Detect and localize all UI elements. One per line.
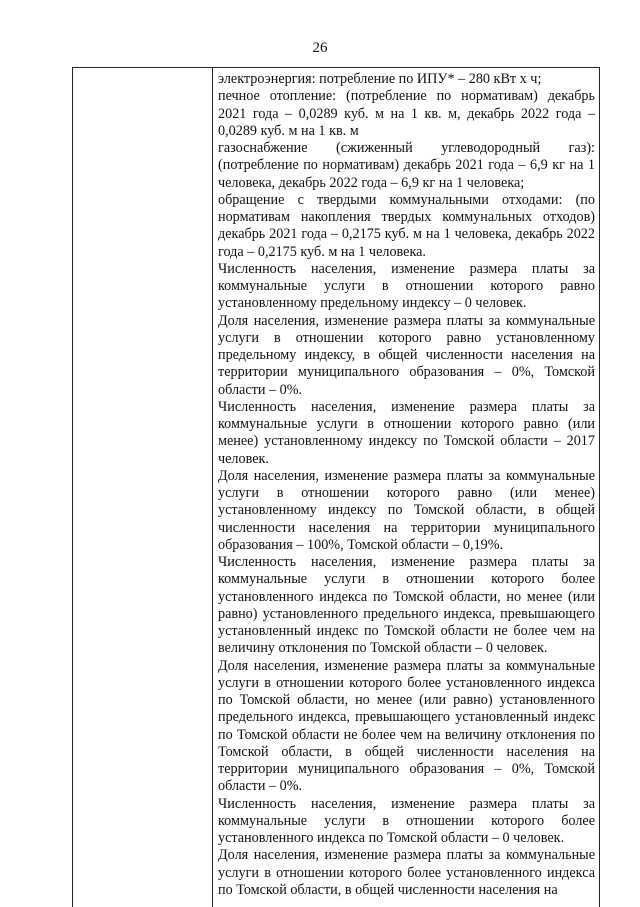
paragraph: Численность населения, изменение размера платы за коммунальные услуги в отношении которого более установленного индекса по Томской области – 0 человек. bbox=[218, 795, 595, 846]
paragraph: Доля населения, изменение размера платы за коммунальные услуги в отношении которого более установленного индекса по Томской области, но менее (или равно) установленного предельного индекса, превышающего установленный индекс по Томской области не более чем на величину отклонения по Томской области, в общей численности населения на территории муниципального образования – 0%, Томской области – 0%. bbox=[218, 657, 595, 795]
paragraph: Доля населения, изменение размера платы за коммунальные услуги в отношении которого более установленного индекса по Томской области, в общей численности населения на bbox=[218, 847, 595, 898]
paragraph: печное отопление: (потребление по нормативам) декабрь 2021 года – 0,0289 куб. м на 1 кв. м, декабрь 2022 года – 0,0289 куб. м на 1 кв. м bbox=[218, 88, 595, 139]
paragraph: Численность населения, изменение размера платы за коммунальные услуги в отношении которого более установленного индекса по Томской области, но менее (или равно) установленного предельного индекса, превышающего установленный индекс по Томской области не более чем на величину отклонения по Томской области – 0 человек. bbox=[218, 554, 595, 657]
paragraph: Численность населения, изменение размера платы за коммунальные услуги в отношении которого равно установленному предельному индексу – 0 человек. bbox=[218, 260, 595, 312]
page-number: 26 bbox=[312, 40, 328, 56]
table-left-cell bbox=[73, 68, 213, 907]
paragraph: Доля населения, изменение размера платы за коммунальные услуги в отношении которого равно установленному предельному индексу, в общей численности населения на территории муниципального образования – 0%, Томской области – 0%. bbox=[218, 312, 595, 398]
document-table bbox=[72, 67, 600, 907]
paragraph: Доля населения, изменение размера платы за коммунальные услуги в отношении которого равно (или менее) установленному индексу по Томской области, в общей численности населения на территории муниципального образования – 100%, Томской области – 0,19%. bbox=[218, 467, 595, 553]
paragraph: электроэнергия: потребление по ИПУ* – 280 кВт х ч; bbox=[218, 71, 542, 87]
table-right-cell bbox=[218, 71, 595, 899]
paragraph: газоснабжение (сжиженный углеводородный газ): (потребление по нормативам) декабрь 2021 года – 6,9 кг на 1 человека, декабрь 2022 года – 6,9 кг на 1 человека; bbox=[218, 140, 595, 191]
paragraph: обращение с твердыми коммунальными отходами: (по нормативам накопления твердых коммунальных отходов) декабрь 2021 года – 0,2175 куб. м на 1 человека, декабрь 2022 года – 0,2175 куб. м на 1 человека. bbox=[218, 191, 595, 260]
paragraph: Численность населения, изменение размера платы за коммунальные услуги в отношении которого равно (или менее) установленному индексу по Томской области – 2017 человек. bbox=[218, 398, 595, 467]
